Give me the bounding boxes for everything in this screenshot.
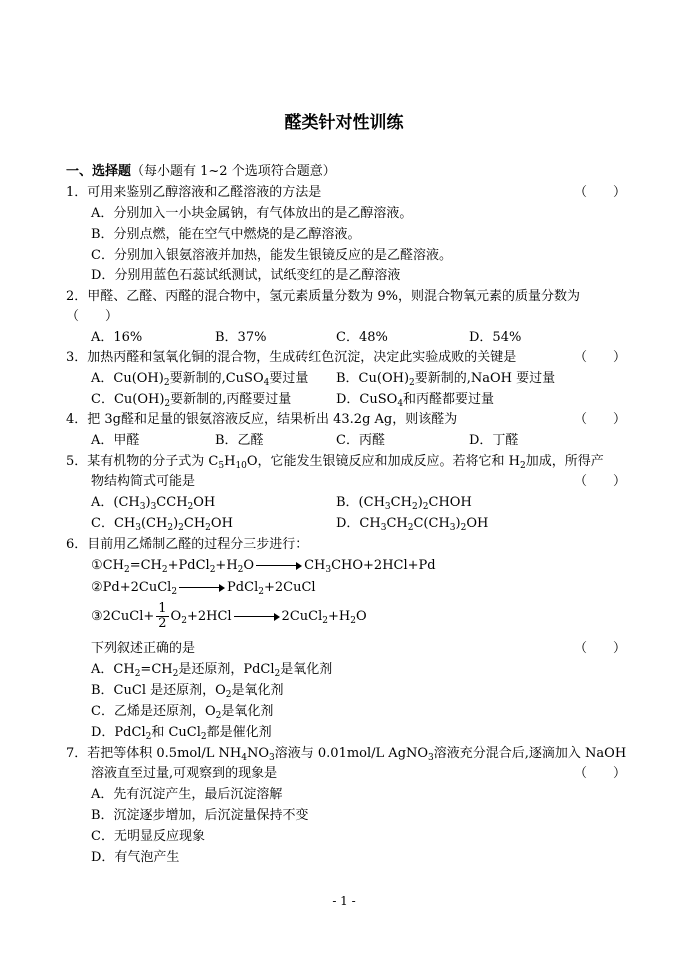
- section-note: （每小题有 1~2 个选项符合题意）: [131, 164, 336, 179]
- q4-option-c: C．丙醛: [336, 433, 385, 448]
- q6-ask: 下列叙述正确的是: [91, 641, 196, 656]
- q2-stem: 2．甲醛、乙醛、丙醛的混合物中，氢元素质量分数为 9%，则混合物氧元素的质量分数为: [66, 289, 581, 304]
- q5-option-c: C．$CH_3(CH_2)_2CH_2OH$: [91, 516, 233, 533]
- q1-option-b: B．分别点燃，能在空气中燃烧的是乙醇溶液。: [91, 227, 361, 242]
- q2-option-d: D．54%: [469, 330, 522, 345]
- q4-answer-blank: （ ）: [574, 412, 627, 427]
- q5-option-d: D．$CH_3CH_2C(CH_3)_2OH$: [336, 516, 489, 533]
- q7-option-a: A．先有沉淀产生，最后沉淀溶解: [91, 787, 283, 802]
- q3-option-d: D．CuSO$_4$和丙醛都要过量: [336, 392, 495, 409]
- q4-option-a: A．甲醛: [91, 433, 140, 448]
- reaction-arrow-icon: [179, 584, 225, 592]
- q5-option-a: A．$(CH_3)_3CCH_2OH$: [91, 495, 216, 512]
- q7-stem: 7．若把等体积 0.5mol/L $NH_4NO_3$溶液与 0.01mol/L AgNO$_3$溶液充分混合后,逐滴加入 NaOH: [66, 746, 627, 763]
- q3-option-a: A．$Cu(OH)_2$要新制的,CuSO$_4$要过量: [91, 371, 309, 388]
- reaction-arrow-icon: [256, 562, 302, 570]
- q6-option-d: D．PdCl$_2$和 CuCl$_2$都是催化剂: [91, 725, 272, 742]
- section-label: 一、选择题: [66, 164, 132, 179]
- q1-stem: 1．可用来鉴别乙醇溶液和乙醛溶液的方法是: [66, 185, 322, 200]
- q1-option-c: C．分别加入银氨溶液并加热，能发生银镜反应的是乙醛溶液。: [91, 248, 452, 263]
- q3-option-b: B．$Cu(OH)_2$要新制的,NaOH 要过量: [336, 371, 556, 388]
- page-number: - 1 -: [332, 894, 356, 908]
- reaction-arrow-icon: [234, 613, 280, 621]
- fraction-one-half: $\frac{1}{2}$: [158, 601, 167, 631]
- q7-option-c: C．无明显反应现象: [91, 829, 205, 844]
- q5-stem-line2: 物结构简式可能是: [91, 474, 196, 489]
- q3-stem: 3．加热丙醛和氢氧化铜的混合物，生成砖红色沉淀，决定此实验成败的关键是: [66, 350, 517, 365]
- q6-reaction-3: ③2CuCl+ $\frac{1}{2}$ $O_2+2HCl$ $2CuCl_2+H_2O$: [91, 601, 367, 631]
- q7-option-d: D．有气泡产生: [91, 850, 180, 865]
- q1-option-a: A．分别加入一小块金属钠，有气体放出的是乙醇溶液。: [91, 206, 413, 221]
- q6-reaction-1: $①CH_2=CH_2+PdCl_2+H_2O$ $CH_3CHO+2HCl+Pd$: [91, 558, 436, 575]
- q6-stem: 6．目前用乙烯制乙醛的过程分三步进行：: [66, 537, 309, 552]
- q3-answer-blank: （ ）: [574, 350, 627, 365]
- q7-option-b: B．沉淀逐步增加，后沉淀量保持不变: [91, 808, 309, 823]
- q5-answer-blank: （ ）: [574, 474, 627, 489]
- q6-option-a: A．$CH_2=CH_2$是还原剂，PdCl$_2$是氧化剂: [91, 662, 333, 679]
- q1-answer-blank: （ ）: [574, 185, 627, 200]
- q6-reaction-2: ②Pd+2CuCl$_2$ PdCl$_2$+2CuCl: [91, 580, 316, 597]
- q2-answer-blank: （ ）: [66, 309, 119, 324]
- q7-answer-blank: （ ）: [574, 766, 627, 781]
- q2-option-a: A．16%: [91, 330, 143, 345]
- q1-option-d: D．分别用蓝色石蕊试纸测试，试纸变红的是乙醇溶液: [91, 268, 401, 283]
- section-heading: [66, 163, 336, 181]
- q3-option-c: C．$Cu(OH)_2$要新制的,丙醛要过量: [91, 392, 292, 409]
- q2-option-c: C．48%: [336, 330, 388, 345]
- q6-option-c: C．乙烯是还原剂，$O_2$是氧化剂: [91, 704, 274, 721]
- page-title: 醛类针对性训练: [284, 113, 404, 133]
- q4-stem: 4．把 3g醛和足量的银氨溶液反应，结果析出 43.2g Ag，则该醛为: [66, 412, 458, 427]
- q6-option-b: B．CuCl 是还原剂，$O_2$是氧化剂: [91, 683, 284, 700]
- q6-answer-blank: （ ）: [574, 641, 627, 656]
- q2-option-b: B．37%: [215, 330, 267, 345]
- q5-stem: 5．某有机物的分子式为 $C_5H_{10}O$，它能发生银镜反应和加成反应。若将它和 $H_2$加成，所得产: [66, 454, 604, 471]
- q4-option-d: D．丁醛: [469, 433, 519, 448]
- q5-option-b: B．$(CH_3CH_2)_2CHOH$: [336, 495, 472, 512]
- q7-stem-line2: 溶液直至过量,可观察到的现象是: [91, 766, 278, 781]
- q4-option-b: B．乙醛: [215, 433, 264, 448]
